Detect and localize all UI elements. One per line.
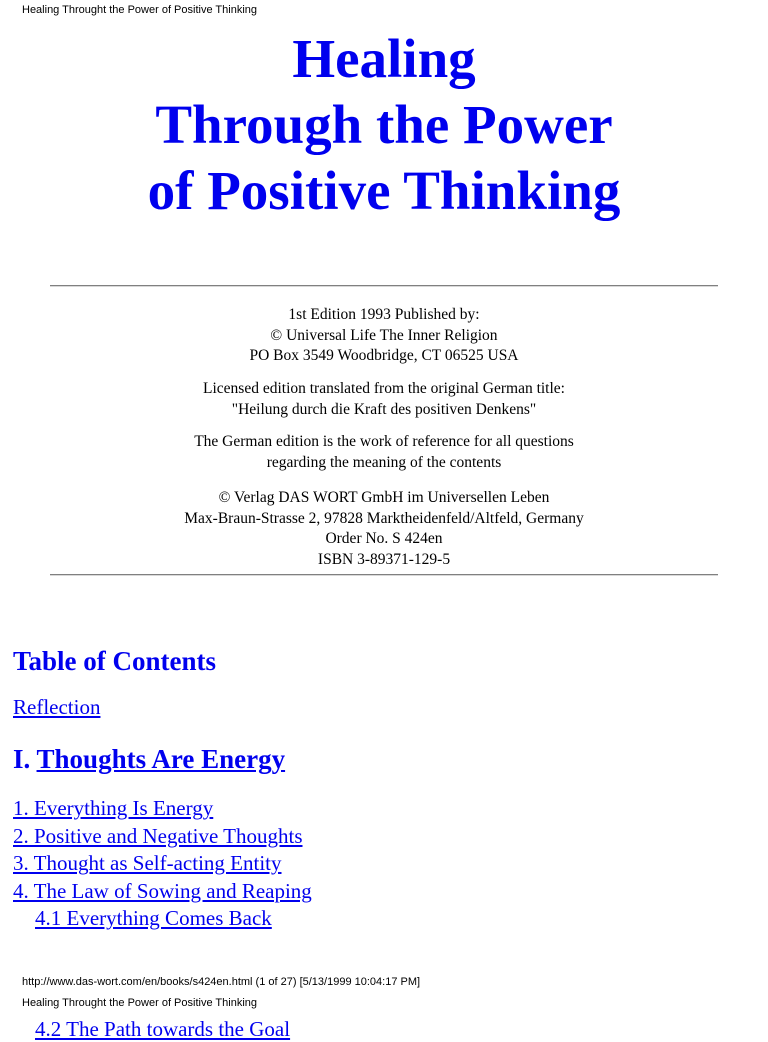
- toc-link-thought-self-acting[interactable]: 3. Thought as Self-acting Entity: [13, 851, 282, 876]
- edition-line: 1st Edition 1993 Published by:: [288, 306, 480, 323]
- toc-reflection: [13, 694, 100, 720]
- original-title-line: "Heilung durch die Kraft des positiven Denkens": [231, 400, 537, 418]
- address-line: PO Box 3549 Woodbridge, CT 06525 USA: [249, 347, 519, 364]
- reference-note: [0, 432, 768, 473]
- print-header: Healing Throught the Power of Positive Thinking: [22, 4, 258, 16]
- publisher-info: [0, 305, 768, 367]
- toc-link-positive-negative-thoughts[interactable]: 2. Positive and Negative Thoughts: [13, 823, 303, 848]
- toc-heading: Table of Contents: [13, 646, 217, 676]
- toc-item: [13, 795, 312, 823]
- book-title: [0, 26, 768, 224]
- toc-link-law-sowing-reaping[interactable]: 4. The Law of Sowing and Reaping: [13, 878, 312, 903]
- toc-cutoff-item: [35, 1016, 290, 1042]
- copyright-info: [0, 488, 768, 570]
- toc-link-path-towards-goal[interactable]: 4.2 The Path towards the Goal: [35, 1017, 291, 1041]
- toc-item: [13, 878, 312, 906]
- toc-list: [13, 795, 312, 933]
- toc-subitem: [13, 905, 312, 933]
- toc-chapter-1: [13, 742, 285, 776]
- print-footer-url: http://www.das-wort.com/en/books/s424en.html (1 of 27) [5/13/1999 10:04:17 PM]: [22, 976, 421, 988]
- chapter-1-link[interactable]: Thoughts Are Energy: [36, 744, 286, 774]
- toc-link-everything-comes-back[interactable]: 4.1 Everything Comes Back: [35, 906, 272, 931]
- order-number: Order No. S 424en: [325, 530, 443, 547]
- publisher-line: © Universal Life The Inner Religion: [270, 326, 498, 344]
- title-line-1: Healing: [292, 28, 476, 89]
- toc-link-everything-is-energy[interactable]: 1. Everything Is Energy: [13, 796, 214, 820]
- horizontal-rule-bottom: [50, 574, 718, 576]
- chapter-number: I.: [13, 744, 37, 774]
- copyright-line: © Verlag DAS WORT GmbH im Universellen Leben: [218, 489, 550, 506]
- copyright-address-line: Max-Braun-Strasse 2, 97828 Marktheidenfeld/Altfeld, Germany: [184, 509, 584, 527]
- license-line: Licensed edition translated from the original German title:: [203, 380, 565, 397]
- license-info: [0, 379, 768, 420]
- reference-line-2: regarding the meaning of the contents: [266, 453, 502, 471]
- isbn: ISBN 3-89371-129-5: [317, 550, 451, 568]
- horizontal-rule-top: [50, 285, 718, 287]
- title-line-3: of Positive Thinking: [147, 160, 621, 221]
- toc-item: [13, 823, 312, 851]
- print-header-next-page: Healing Throught the Power of Positive Thinking: [22, 997, 258, 1009]
- title-line-2: Through the Power: [155, 94, 613, 155]
- reflection-link[interactable]: Reflection: [13, 695, 101, 719]
- reference-line-1: The German edition is the work of reference for all questions: [194, 433, 574, 450]
- toc-item: [13, 850, 312, 878]
